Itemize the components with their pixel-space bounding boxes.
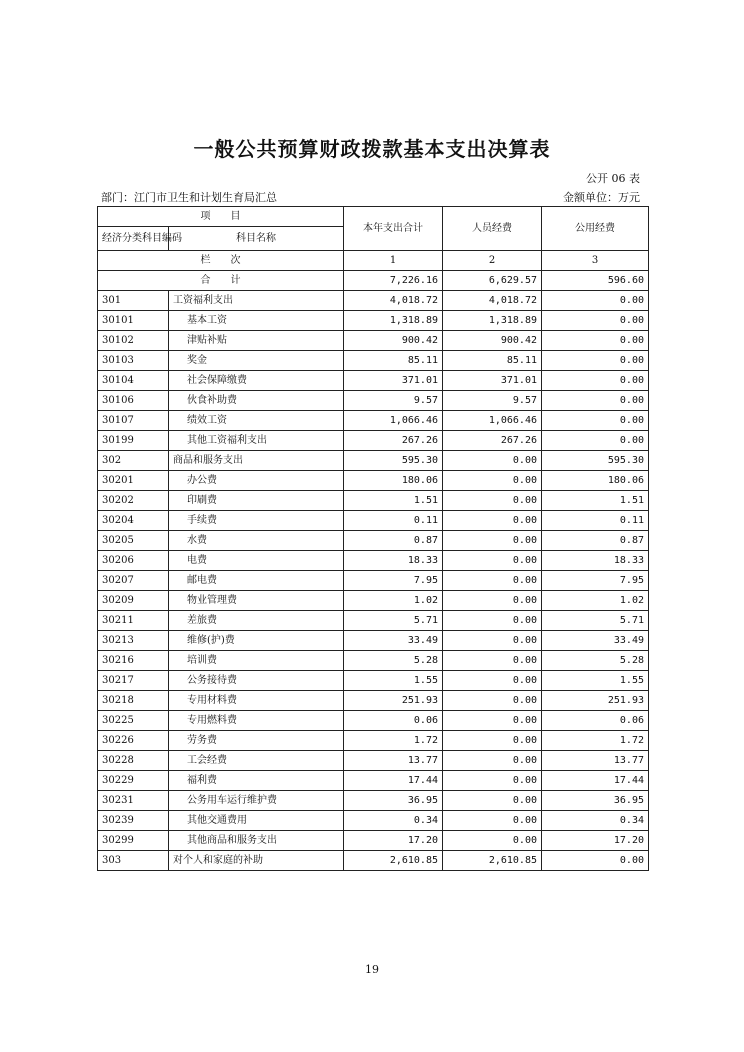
table-row xyxy=(98,571,649,591)
row-personnel: 9.57 xyxy=(443,391,542,411)
row-total: 85.11 xyxy=(344,351,443,371)
col-num-3: 3 xyxy=(542,251,649,271)
row-name: 其他交通费用 xyxy=(169,811,344,831)
row-total: 17.44 xyxy=(344,771,443,791)
row-name: 奖金 xyxy=(169,351,344,371)
table-row xyxy=(98,671,649,691)
row-public: 17.20 xyxy=(542,831,649,851)
row-code: 302 xyxy=(98,451,169,471)
header-item: 项 目 xyxy=(98,207,344,227)
row-personnel: 0.00 xyxy=(443,551,542,571)
row-total: 1.55 xyxy=(344,671,443,691)
table-row xyxy=(98,431,649,451)
total-personnel: 6,629.57 xyxy=(443,271,542,291)
form-number: 公开 06 表 xyxy=(586,172,640,185)
row-name: 伙食补助费 xyxy=(169,391,344,411)
expenditure-table xyxy=(97,206,649,871)
row-public: 0.00 xyxy=(542,391,649,411)
total-amount: 7,226.16 xyxy=(344,271,443,291)
row-public: 0.00 xyxy=(542,371,649,391)
row-public: 251.93 xyxy=(542,691,649,711)
row-personnel: 0.00 xyxy=(443,711,542,731)
row-public: 1.51 xyxy=(542,491,649,511)
row-code: 301 xyxy=(98,291,169,311)
row-name: 专用燃料费 xyxy=(169,711,344,731)
row-total: 7.95 xyxy=(344,571,443,591)
row-name: 福利费 xyxy=(169,771,344,791)
row-personnel: 0.00 xyxy=(443,771,542,791)
row-name: 其他工资福利支出 xyxy=(169,431,344,451)
row-total: 180.06 xyxy=(344,471,443,491)
row-total: 0.87 xyxy=(344,531,443,551)
row-personnel: 85.11 xyxy=(443,351,542,371)
table-row xyxy=(98,591,649,611)
row-total: 4,018.72 xyxy=(344,291,443,311)
row-personnel: 371.01 xyxy=(443,371,542,391)
row-public: 0.11 xyxy=(542,511,649,531)
table-row xyxy=(98,611,649,631)
row-personnel: 0.00 xyxy=(443,631,542,651)
table-row xyxy=(98,771,649,791)
row-code: 30106 xyxy=(98,391,169,411)
row-code: 30102 xyxy=(98,331,169,351)
row-code: 30231 xyxy=(98,791,169,811)
table-row xyxy=(98,471,649,491)
row-personnel: 0.00 xyxy=(443,651,542,671)
header-personnel: 人员经费 xyxy=(443,207,542,251)
row-name: 津贴补贴 xyxy=(169,331,344,351)
row-total: 5.28 xyxy=(344,651,443,671)
row-name: 水费 xyxy=(169,531,344,551)
row-public: 5.71 xyxy=(542,611,649,631)
unit-label: 金额单位：万元 xyxy=(563,191,640,204)
row-total: 0.11 xyxy=(344,511,443,531)
table-row xyxy=(98,791,649,811)
row-code: 30216 xyxy=(98,651,169,671)
row-personnel: 4,018.72 xyxy=(443,291,542,311)
row-total: 1.72 xyxy=(344,731,443,751)
table-row xyxy=(98,811,649,831)
row-total: 13.77 xyxy=(344,751,443,771)
row-personnel: 1,066.46 xyxy=(443,411,542,431)
header-row-1 xyxy=(98,207,649,227)
row-code: 30239 xyxy=(98,811,169,831)
row-public: 36.95 xyxy=(542,791,649,811)
row-public: 0.06 xyxy=(542,711,649,731)
row-personnel: 0.00 xyxy=(443,811,542,831)
row-code: 30213 xyxy=(98,631,169,651)
table-row xyxy=(98,351,649,371)
row-total: 17.20 xyxy=(344,831,443,851)
row-public: 0.00 xyxy=(542,431,649,451)
row-total: 33.49 xyxy=(344,631,443,651)
row-code: 30209 xyxy=(98,591,169,611)
row-personnel: 1,318.89 xyxy=(443,311,542,331)
table-row xyxy=(98,651,649,671)
row-code: 30211 xyxy=(98,611,169,631)
row-total: 267.26 xyxy=(344,431,443,451)
col-num-2: 2 xyxy=(443,251,542,271)
row-public: 1.55 xyxy=(542,671,649,691)
table-row xyxy=(98,451,649,471)
row-public: 1.72 xyxy=(542,731,649,751)
row-total: 1,066.46 xyxy=(344,411,443,431)
row-personnel: 0.00 xyxy=(443,731,542,751)
row-name: 其他商品和服务支出 xyxy=(169,831,344,851)
row-personnel: 0.00 xyxy=(443,791,542,811)
row-name: 基本工资 xyxy=(169,311,344,331)
row-code: 30201 xyxy=(98,471,169,491)
row-code: 30217 xyxy=(98,671,169,691)
column-label: 栏 次 xyxy=(98,251,344,271)
page-number: 19 xyxy=(365,963,379,976)
row-personnel: 0.00 xyxy=(443,671,542,691)
row-public: 33.49 xyxy=(542,631,649,651)
table-row xyxy=(98,491,649,511)
row-public: 7.95 xyxy=(542,571,649,591)
row-name: 差旅费 xyxy=(169,611,344,631)
table-row xyxy=(98,391,649,411)
row-code: 30104 xyxy=(98,371,169,391)
table-row xyxy=(98,851,649,871)
column-number-row xyxy=(98,251,649,271)
table-row xyxy=(98,511,649,531)
row-name: 公务接待费 xyxy=(169,671,344,691)
row-total: 371.01 xyxy=(344,371,443,391)
row-name: 对个人和家庭的补助 xyxy=(169,851,344,871)
header-econ-code: 经济分类科目编码 xyxy=(98,227,169,251)
row-personnel: 267.26 xyxy=(443,431,542,451)
row-name: 绩效工资 xyxy=(169,411,344,431)
row-total: 36.95 xyxy=(344,791,443,811)
row-personnel: 0.00 xyxy=(443,691,542,711)
page-title: 一般公共预算财政拨款基本支出决算表 xyxy=(193,137,551,161)
row-code: 30299 xyxy=(98,831,169,851)
row-code: 30229 xyxy=(98,771,169,791)
row-personnel: 0.00 xyxy=(443,831,542,851)
row-public: 5.28 xyxy=(542,651,649,671)
row-total: 595.30 xyxy=(344,451,443,471)
table-row xyxy=(98,411,649,431)
row-public: 1.02 xyxy=(542,591,649,611)
row-name: 工资福利支出 xyxy=(169,291,344,311)
row-public: 0.34 xyxy=(542,811,649,831)
row-personnel: 0.00 xyxy=(443,491,542,511)
row-code: 30218 xyxy=(98,691,169,711)
row-public: 0.00 xyxy=(542,351,649,371)
row-code: 30228 xyxy=(98,751,169,771)
table-row xyxy=(98,631,649,651)
row-total: 18.33 xyxy=(344,551,443,571)
row-code: 30101 xyxy=(98,311,169,331)
row-name: 公务用车运行维护费 xyxy=(169,791,344,811)
row-public: 18.33 xyxy=(542,551,649,571)
header-subject-name: 科目名称 xyxy=(169,227,344,251)
row-name: 专用材料费 xyxy=(169,691,344,711)
table-row xyxy=(98,531,649,551)
header-total: 本年支出合计 xyxy=(344,207,443,251)
row-total: 2,610.85 xyxy=(344,851,443,871)
table-row xyxy=(98,331,649,351)
row-public: 0.00 xyxy=(542,291,649,311)
row-personnel: 900.42 xyxy=(443,331,542,351)
row-personnel: 0.00 xyxy=(443,531,542,551)
row-public: 0.00 xyxy=(542,331,649,351)
row-total: 9.57 xyxy=(344,391,443,411)
row-code: 30225 xyxy=(98,711,169,731)
table-row xyxy=(98,371,649,391)
row-personnel: 0.00 xyxy=(443,471,542,491)
table-row xyxy=(98,691,649,711)
table-row xyxy=(98,551,649,571)
total-label: 合 计 xyxy=(98,271,344,291)
row-personnel: 0.00 xyxy=(443,451,542,471)
row-public: 0.00 xyxy=(542,411,649,431)
row-name: 印刷费 xyxy=(169,491,344,511)
table-row xyxy=(98,731,649,751)
row-name: 培训费 xyxy=(169,651,344,671)
table-row xyxy=(98,711,649,731)
row-code: 30226 xyxy=(98,731,169,751)
row-total: 251.93 xyxy=(344,691,443,711)
row-personnel: 0.00 xyxy=(443,511,542,531)
row-total: 5.71 xyxy=(344,611,443,631)
row-total: 0.06 xyxy=(344,711,443,731)
total-row xyxy=(98,271,649,291)
row-code: 30204 xyxy=(98,511,169,531)
row-code: 30206 xyxy=(98,551,169,571)
row-name: 物业管理费 xyxy=(169,591,344,611)
row-code: 30205 xyxy=(98,531,169,551)
row-public: 595.30 xyxy=(542,451,649,471)
row-name: 社会保障缴费 xyxy=(169,371,344,391)
table-row xyxy=(98,831,649,851)
row-name: 维修(护)费 xyxy=(169,631,344,651)
row-total: 0.34 xyxy=(344,811,443,831)
row-code: 30202 xyxy=(98,491,169,511)
table-row xyxy=(98,311,649,331)
row-name: 劳务费 xyxy=(169,731,344,751)
row-public: 0.87 xyxy=(542,531,649,551)
row-name: 手续费 xyxy=(169,511,344,531)
total-public: 596.60 xyxy=(542,271,649,291)
row-name: 电费 xyxy=(169,551,344,571)
row-total: 1.51 xyxy=(344,491,443,511)
row-total: 1,318.89 xyxy=(344,311,443,331)
row-total: 900.42 xyxy=(344,331,443,351)
col-num-1: 1 xyxy=(344,251,443,271)
row-personnel: 0.00 xyxy=(443,751,542,771)
department-label: 部门：江门市卫生和计划生育局汇总 xyxy=(101,191,277,204)
row-personnel: 0.00 xyxy=(443,571,542,591)
row-code: 30103 xyxy=(98,351,169,371)
row-code: 30199 xyxy=(98,431,169,451)
row-personnel: 2,610.85 xyxy=(443,851,542,871)
row-name: 邮电费 xyxy=(169,571,344,591)
table-row xyxy=(98,751,649,771)
row-personnel: 0.00 xyxy=(443,591,542,611)
row-name: 商品和服务支出 xyxy=(169,451,344,471)
row-code: 30207 xyxy=(98,571,169,591)
row-public: 13.77 xyxy=(542,751,649,771)
row-total: 1.02 xyxy=(344,591,443,611)
row-name: 工会经费 xyxy=(169,751,344,771)
row-code: 303 xyxy=(98,851,169,871)
row-public: 0.00 xyxy=(542,311,649,331)
row-public: 17.44 xyxy=(542,771,649,791)
row-name: 办公费 xyxy=(169,471,344,491)
row-public: 180.06 xyxy=(542,471,649,491)
row-code: 30107 xyxy=(98,411,169,431)
table-row xyxy=(98,291,649,311)
row-public: 0.00 xyxy=(542,851,649,871)
row-personnel: 0.00 xyxy=(443,611,542,631)
header-public: 公用经费 xyxy=(542,207,649,251)
